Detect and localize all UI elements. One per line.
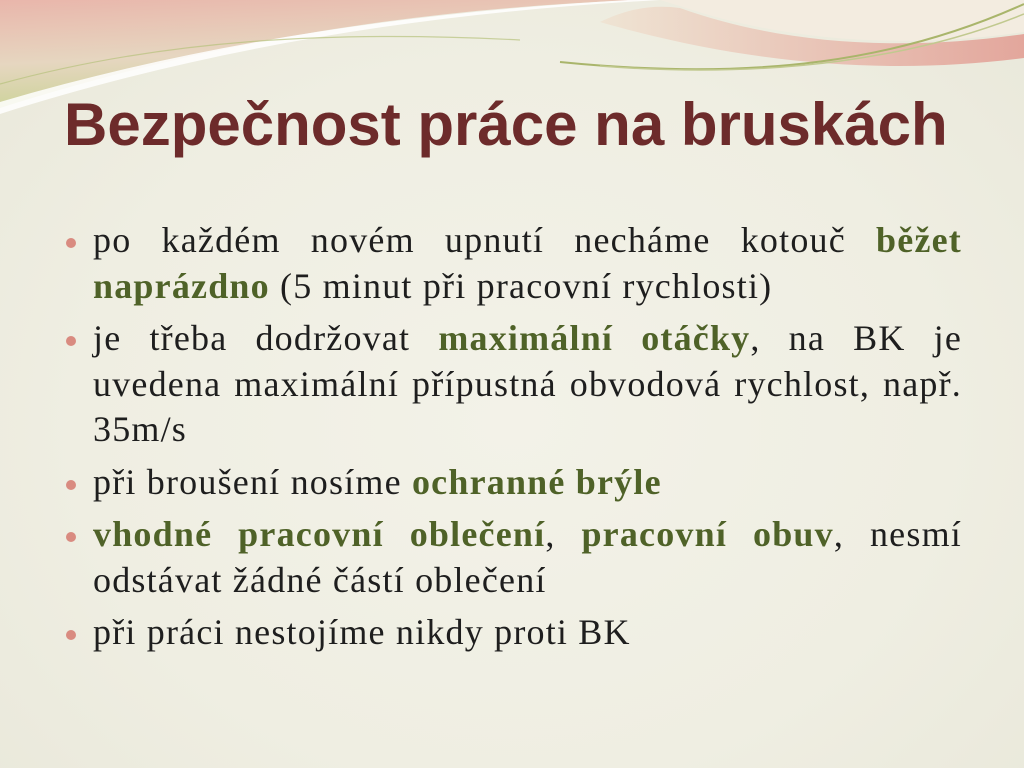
text-segment: je třeba dodržovat [93,318,439,358]
bullet-item [93,316,962,453]
bullet-item [93,460,962,506]
text-segment: (5 minut při pracovní rychlosti) [269,265,773,306]
bullet-marker [66,238,76,248]
bullet-text [93,460,962,506]
emphasized-text: vhodné pracovní oblečení [93,514,546,554]
bullet-item [93,610,962,656]
bullet-item [93,512,962,603]
bullet-text [93,610,962,656]
text-segment: , [545,514,582,554]
text-segment: při práci nestojíme nikdy proti BK [93,612,631,652]
text-segment: po každém novém upnutí necháme kotouč [93,220,877,260]
bullet-text [93,512,962,603]
bullet-list [93,218,962,663]
text-segment: při broušení nosíme [93,461,412,502]
emphasized-text: maximální otáčky [438,318,751,358]
bullet-marker [66,336,76,346]
emphasized-text: pracovní obuv [581,514,834,554]
bullet-item [93,218,962,309]
bullet-text [93,316,962,453]
emphasized-text: ochranné brýle [411,461,662,502]
bullet-marker [66,480,76,490]
slide-title: Bezpečnost práce na bruskách [64,91,948,158]
bullet-marker [66,532,76,542]
emphasized-text: běžet naprázdno [93,220,962,306]
bullet-marker [66,630,76,640]
text-segment: , na BK je uvedena maximální přípustná obvodová rychlost, např. 35m/s [93,318,962,449]
text-segment: , nesmí odstávat žádné částí oblečení [93,514,962,600]
bullet-text [93,218,962,309]
